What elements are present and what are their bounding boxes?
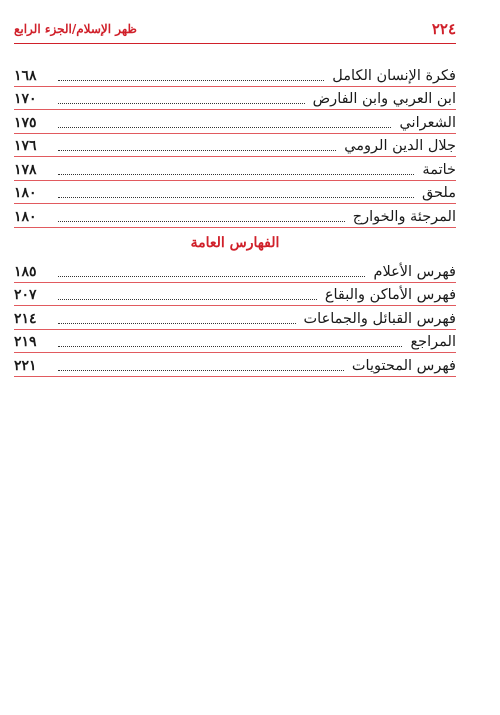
dot-leader [58, 197, 414, 198]
toc-entry[interactable] [14, 258, 456, 282]
toc-entry[interactable] [14, 180, 456, 204]
toc-entry-title: فكرة الإنسان الكامل [332, 67, 456, 84]
toc-entry-page: ١٧٠ [14, 91, 37, 107]
dot-leader [58, 276, 365, 277]
dot-leader [58, 174, 414, 175]
toc-entry[interactable] [14, 133, 456, 157]
toc-entry-title: المرجئة والخوارج [352, 208, 456, 225]
toc-list-main [14, 62, 456, 227]
toc-entry-title: فهرس المحتويات [351, 357, 456, 374]
toc-entry-page: ١٧٨ [14, 161, 37, 178]
header-rule [14, 43, 456, 44]
dot-leader [58, 299, 317, 300]
dot-leader [58, 346, 402, 347]
toc-entry-title: خاتمة [422, 161, 456, 178]
toc-entry[interactable] [14, 62, 456, 86]
toc-entry-title: فهرس الأعلام [373, 263, 456, 280]
dot-leader [58, 221, 345, 222]
toc-entry[interactable] [14, 156, 456, 180]
toc-entry[interactable] [14, 282, 456, 306]
page-header [14, 18, 456, 40]
toc-entry[interactable] [14, 86, 456, 110]
toc-entry[interactable] [14, 329, 456, 353]
toc-entry[interactable] [14, 109, 456, 133]
toc-entry-title: فهرس القبائل والجماعات [303, 310, 456, 327]
toc-entry-page: ٢٢١ [14, 357, 37, 374]
toc-list-indexes [14, 258, 456, 376]
toc-entry-page: ١٧٦ [14, 138, 37, 154]
toc-entry-page: ٢٠٧ [14, 287, 37, 303]
toc-entry-page: ٢١٩ [14, 334, 37, 350]
toc-entry-title: الشعراني [399, 114, 456, 131]
dot-leader [58, 103, 305, 104]
toc-entry-page: ١٦٨ [14, 67, 37, 84]
toc-entry-page: ١٧٥ [14, 114, 37, 131]
dot-leader [58, 323, 296, 324]
toc-entry-title: فهرس الأماكن والبقاع [324, 287, 456, 303]
page-number: ٢٢٤ [431, 20, 456, 38]
toc-entry-page: ١٨٠ [14, 208, 37, 225]
dot-leader [58, 370, 344, 371]
toc-entry[interactable] [14, 305, 456, 329]
toc-entry-title: ملحق [421, 185, 456, 201]
toc-entry-page: ١٨٠ [14, 185, 37, 201]
dot-leader [58, 127, 391, 128]
toc-entry-title: ابن العربي وابن الفارض [312, 91, 456, 107]
dot-leader [58, 150, 336, 151]
toc-entry-title: المراجع [410, 334, 456, 350]
toc-entry[interactable] [14, 352, 456, 376]
toc-entry-page: ١٨٥ [14, 263, 37, 280]
toc-entry[interactable] [14, 203, 456, 227]
running-title: ظهر الإسلام/الجزء الرابع [14, 22, 137, 36]
section-heading: الفهارس العامة [190, 235, 280, 251]
toc-entry-title: جلال الدين الرومي [344, 138, 456, 154]
dot-leader [58, 80, 324, 81]
toc-entry-page: ٢١٤ [14, 310, 37, 327]
